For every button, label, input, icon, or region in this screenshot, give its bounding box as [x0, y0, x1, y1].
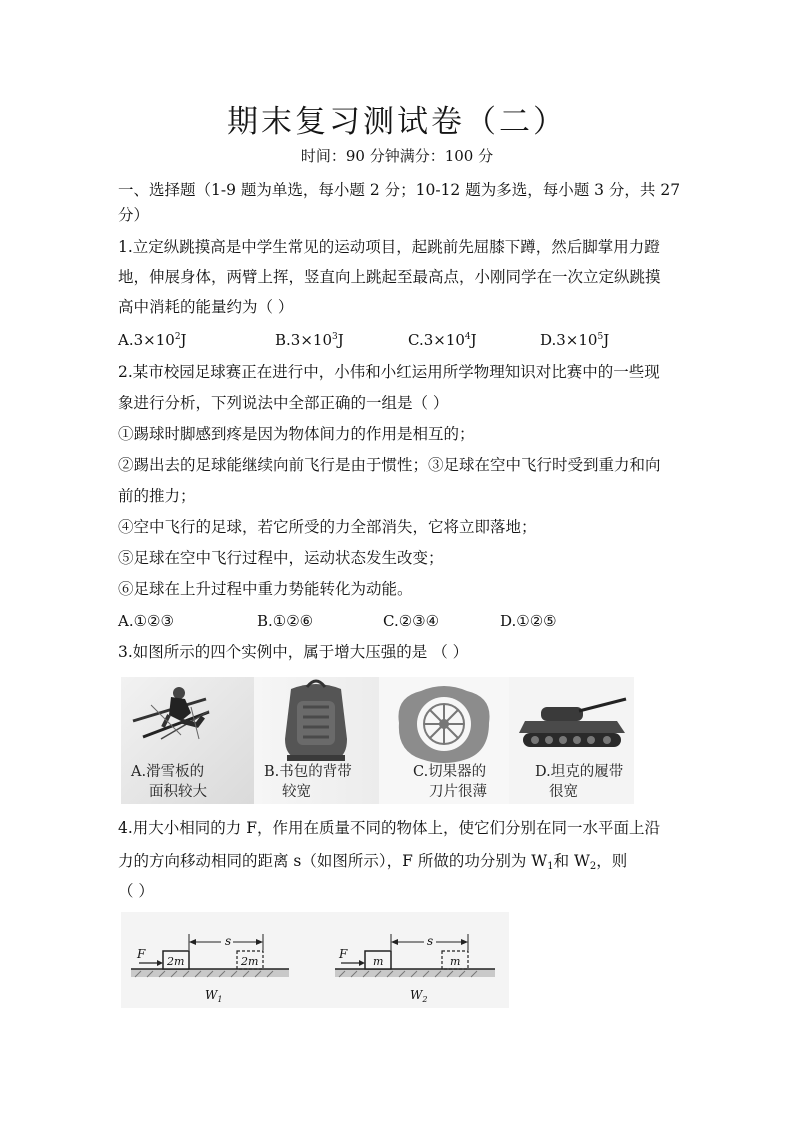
- q3-caption-c: C.切果器的 刀片很薄: [413, 764, 487, 800]
- distance-label-2: s: [427, 934, 434, 948]
- block-label-1: 2m: [167, 955, 185, 968]
- q1-text-line1: 1.立定纵跳摸高是中学生常见的运动项目，起跳前先屈膝下蹲，然后脚掌用力蹬: [118, 238, 660, 256]
- q1-option-a: $A.3\times 10^2J$: [118, 331, 187, 349]
- q1-text-line2: 地，伸展身体，两臂上挥，竖直向上跳起至最高点，小刚同学在一次立定纵跳摸: [118, 268, 661, 286]
- q4-work-figure: [121, 912, 509, 1008]
- exam-time-score: 时间：90 分钟满分：100 分: [300, 147, 494, 165]
- q2-text-line1: 2.某市校园足球赛正在进行中，小伟和小红运用所学物理知识对比赛中的一些现: [118, 363, 660, 381]
- block-label-2-moved: m: [450, 955, 461, 968]
- q2-statement-4: ④空中飞行的足球，若它所受的力全部消失，它将立即落地；: [118, 518, 537, 536]
- page-title: 期末复习测试卷（二）: [227, 104, 567, 140]
- section-heading-line1: 一、选择题（1-9 题为单选，每小题 2 分；10-12 题为多选，每小题 3 分，共 27: [118, 181, 681, 199]
- q2-option-b: B.①②⑥: [257, 612, 314, 630]
- q4-text-line3: （ ）: [118, 882, 154, 900]
- distance-label-1: s: [225, 934, 232, 948]
- block-label-1-moved: 2m: [241, 955, 259, 968]
- q2-statement-1: ①踢球时脚感到疼是因为物体间力的作用是相互的；: [118, 425, 475, 443]
- q2-option-a: A.①②③: [118, 612, 174, 630]
- q2-statement-2: ②踢出去的足球能继续向前飞行是由于惯性；③足球在空中飞行时受到重力和向: [118, 456, 661, 474]
- q2-text-line2: 象进行分析，下列说法中全部正确的一组是（ ）: [118, 394, 449, 412]
- q4-text-line2: 力的方向移动相同的距离 s（如图所示），F 所做的功分别为 $W_1$和 $W_2$，则: [118, 852, 628, 872]
- q1-option-d: $D.3\times 10^5J$: [540, 331, 610, 349]
- section-heading-line2: 分）: [118, 206, 150, 224]
- q4-text-line1: 4.用大小相同的力 F，作用在质量不同的物体上，使它们分别在同一水平面上沿: [118, 819, 660, 837]
- block-label-2: m: [373, 955, 384, 968]
- q4-figure-graphic: [121, 912, 509, 1008]
- q3-caption-b: B.书包的背带 较宽: [264, 764, 352, 800]
- work-label-2: $W_2$: [410, 988, 428, 1004]
- fruit-cutter-photo: [398, 686, 489, 763]
- q3-text: 3.如图所示的四个实例中，属于增大压强的是 （ ）: [118, 643, 469, 661]
- force-label-1: F: [137, 947, 146, 961]
- q2-statement-5: ⑤足球在空中飞行过程中，运动状态发生改变；: [118, 549, 444, 567]
- q3-caption-d: D.坦克的履带 很宽: [535, 764, 624, 800]
- q2-option-d: D.①②⑤: [500, 612, 557, 630]
- backpack-photo: [285, 681, 347, 761]
- q1-text-line3: 高中消耗的能量约为（ ）: [118, 298, 294, 316]
- force-label-2: F: [339, 947, 348, 961]
- work-label-1: $W_1$: [205, 988, 223, 1004]
- q2-statement-6: ⑥足球在上升过程中重力势能转化为动能。: [118, 580, 413, 598]
- q2-statement-2-cont: 前的推力；: [118, 487, 196, 505]
- q1-option-b: $B.3\times 10^3J$: [275, 331, 344, 349]
- q3-photo-strip: [121, 677, 634, 804]
- q1-option-c: $C.3\times 10^4J$: [408, 331, 477, 349]
- q2-option-c: C.②③④: [383, 612, 440, 630]
- q3-caption-a: A.滑雪板的 面积较大: [131, 764, 207, 800]
